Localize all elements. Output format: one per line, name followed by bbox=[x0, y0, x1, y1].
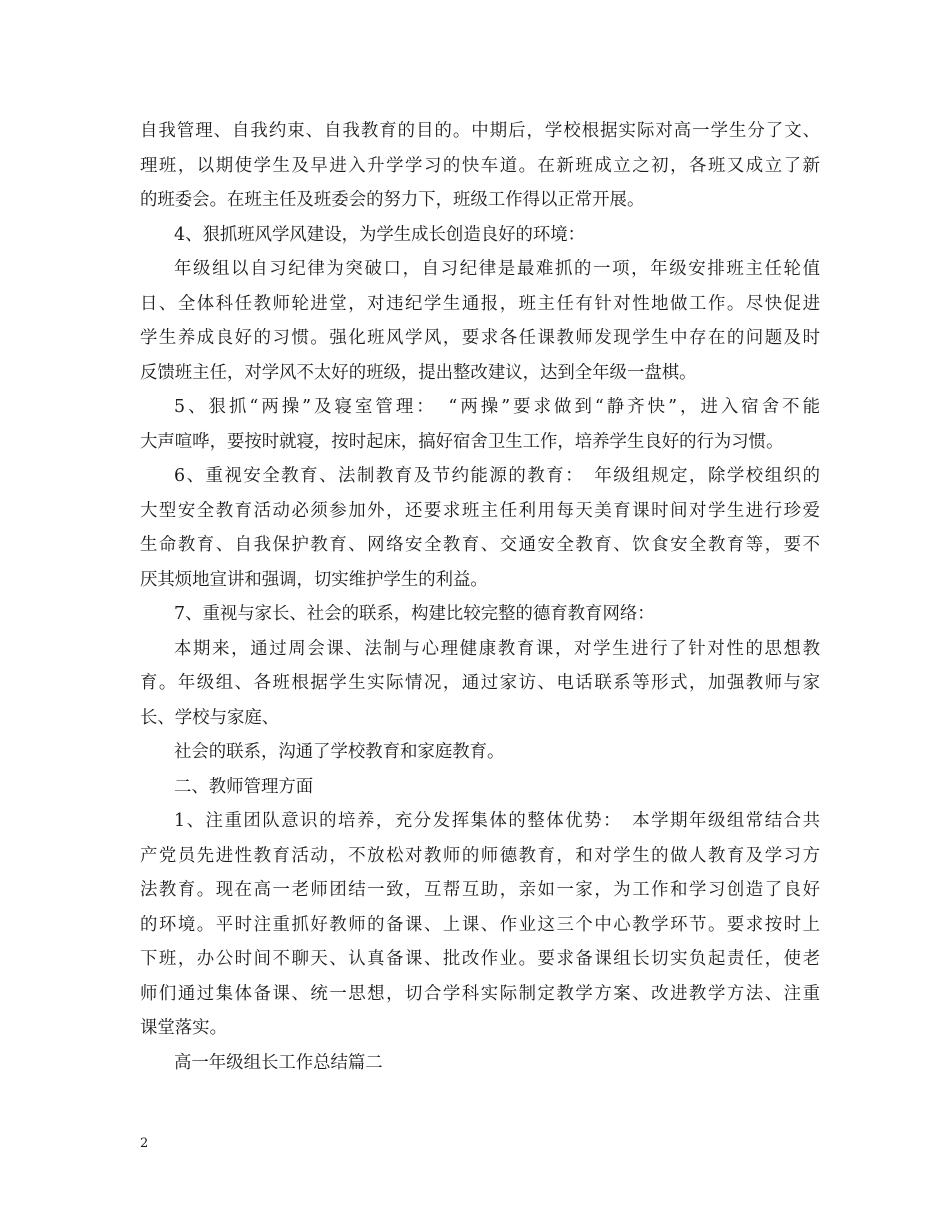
text-line: 本期来，通过周会课、法制与心理健康教育课，对学生进行了针对性的思想教 bbox=[174, 638, 820, 659]
text-line: 大声喧哗，要按时就寝，按时起床，搞好宿舍卫生工作，培养学生良好的行为习惯。 bbox=[140, 431, 784, 452]
text-line: 大型安全教育活动必须参加外，还要求班主任利用每天美育课时间对学生进行珍爱 bbox=[140, 500, 820, 521]
text-line: 课堂落实。 bbox=[140, 1018, 227, 1038]
text-line: 5、狠抓“两操”及寝室管理： “两操”要求做到“静齐快”，进入宿舍不能 bbox=[174, 397, 820, 417]
page-number: 2 bbox=[140, 1136, 149, 1151]
text-line: 理班，以期使学生及早进入升学学习的快车道。在新班成立之初，各班又成立了新 bbox=[140, 155, 820, 176]
text-line: 自我管理、自我约束、自我教育的目的。中期后，学校根据实际对高一学生分了文、 bbox=[140, 121, 820, 141]
text-line: 生命教育、自我保护教育、网络安全教育、交通安全教育、饮食安全教育等，要不 bbox=[140, 535, 820, 555]
text-line: 社会的联系，沟通了学校教育和家庭教育。 bbox=[174, 742, 505, 762]
document-body bbox=[140, 114, 820, 1080]
text-line: 师们通过集体备课、统一思想，切合学科实际制定教学方案、改进教学方法、注重 bbox=[140, 983, 820, 1004]
text-line: 的环境。平时注重抓好教师的备课、上课、作业这三个中心教学环节。要求按时上 bbox=[140, 914, 820, 935]
text-line: 下班，办公时间不聊天、认真备课、批改作业。要求备课组长切实负起责任，使老 bbox=[140, 949, 820, 969]
text-line: 的班委会。在班主任及班委会的努力下，班级工作得以正常开展。 bbox=[140, 190, 645, 210]
text-line: 二、教师管理方面 bbox=[174, 776, 314, 797]
text-line: 4、狠抓班风学风建设，为学生成长创造良好的环境： bbox=[174, 224, 586, 245]
text-line: 日、全体科任教师轮进堂，对违纪学生通报，班主任有针对性地做工作。尽快促进 bbox=[140, 293, 820, 314]
text-line: 法教育。现在高一老师团结一致，互帮互助，亲如一家，为工作和学习创造了良好 bbox=[140, 880, 820, 900]
text-line: 6、重视安全教育、法制教育及节约能源的教育： 年级组规定，除学校组织的 bbox=[174, 466, 820, 486]
text-line: 育。年级组、各班根据学生实际情况，通过家访、电话联系等形式，加强教师与家 bbox=[140, 673, 820, 693]
text-line: 产党员先进性教育活动，不放松对教师的师德教育，和对学生的做人教育及学习方 bbox=[140, 845, 820, 866]
text-line: 反馈班主任，对学风不太好的班级，提出整改建议，达到全年级一盘棋。 bbox=[140, 362, 697, 383]
text-line: 厌其烦地宣讲和强调，切实维护学生的利益。 bbox=[140, 569, 488, 590]
text-line: 学生养成良好的习惯。强化班风学风，要求各任课教师发现学生中存在的问题及时 bbox=[140, 328, 820, 348]
text-line: 7、重视与家长、社会的联系，构建比较完整的德育教育网络： bbox=[174, 604, 655, 624]
text-line: 长、学校与家庭、 bbox=[140, 707, 280, 728]
text-line: 年级组以自习纪律为突破口，自习纪律是最难抓的一项，年级安排班主任轮值 bbox=[174, 259, 820, 279]
text-line: 1、注重团队意识的培养，充分发挥集体的整体优势： 本学期年级组常结合共 bbox=[174, 811, 820, 831]
text-line: 高一年级组长工作总结篇二 bbox=[174, 1052, 383, 1073]
